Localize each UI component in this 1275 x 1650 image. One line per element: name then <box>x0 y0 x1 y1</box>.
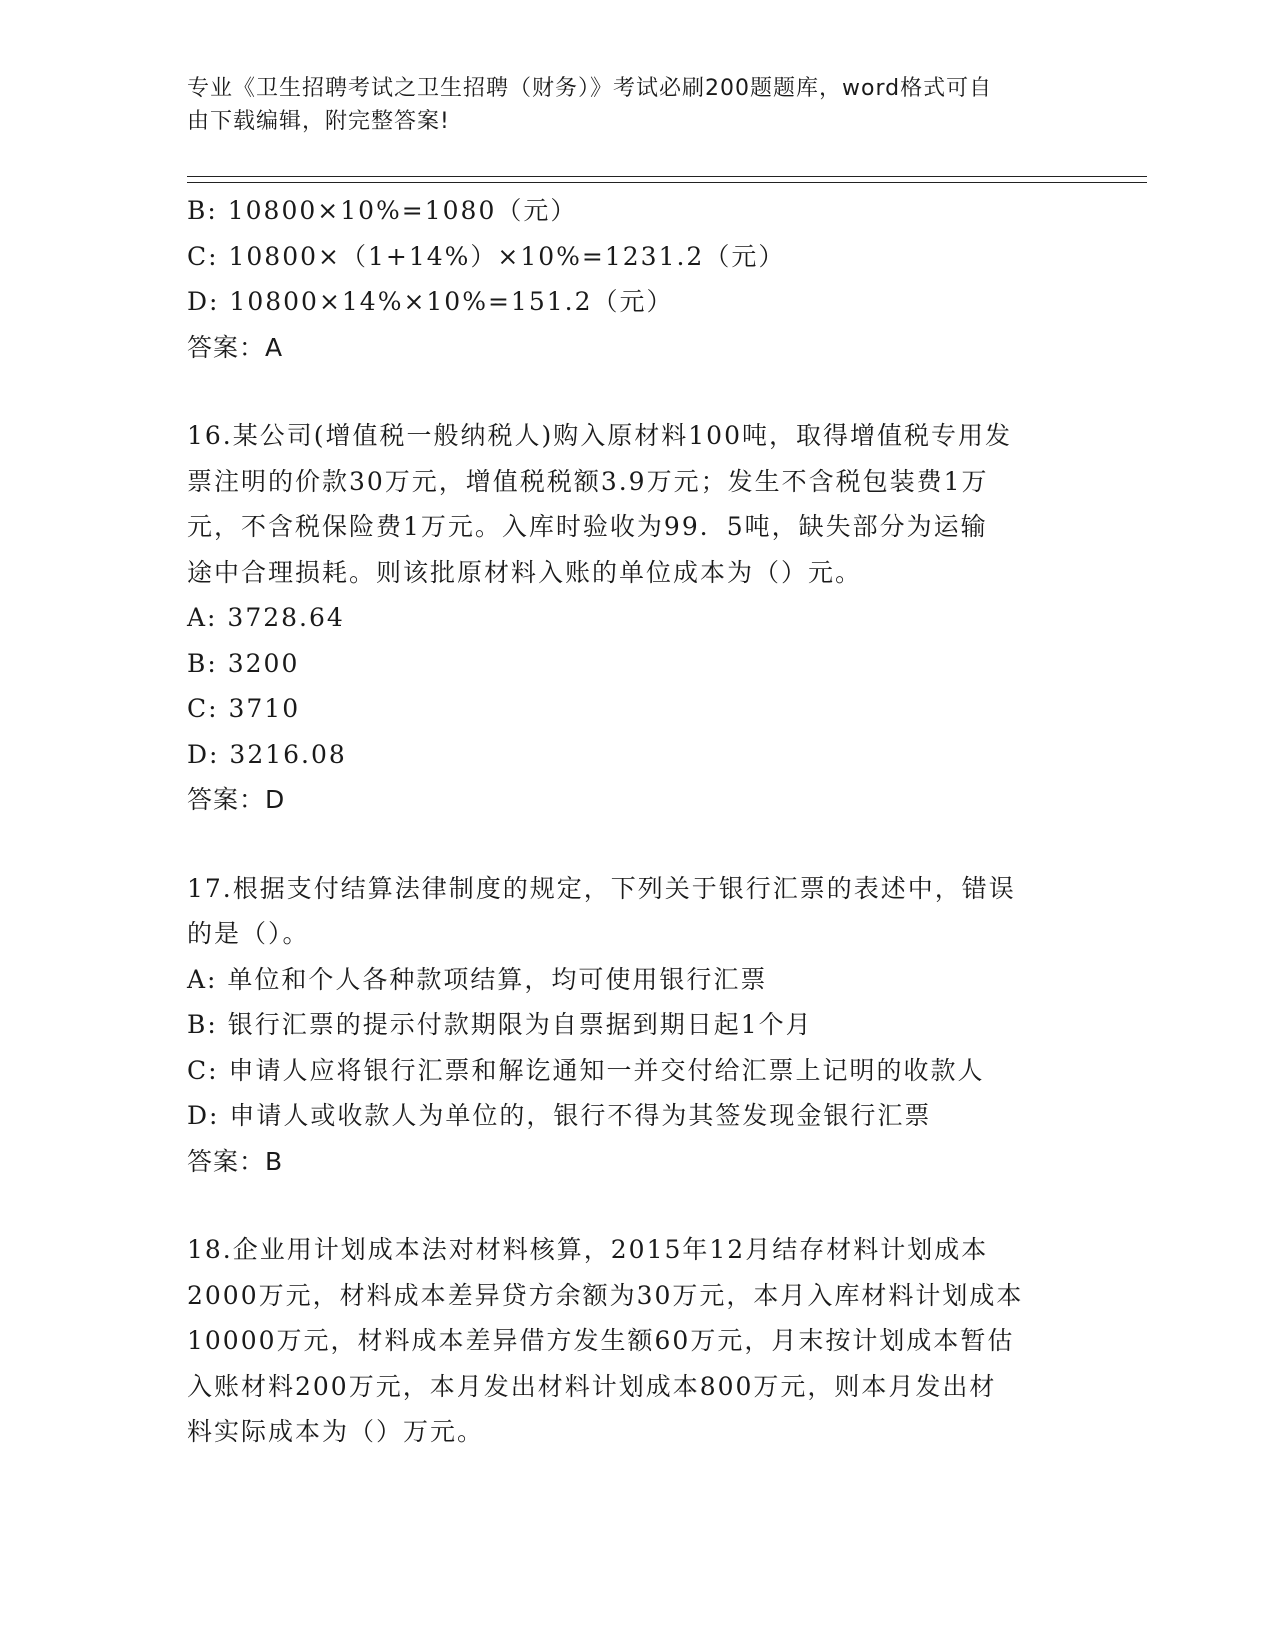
question-stem-line: 17.根据支付结算法律制度的规定，下列关于银行汇票的表述中，错误 <box>187 873 1016 903</box>
option-b: B: 银行汇票的提示付款期限为自票据到期日起1个月 <box>187 1010 813 1039</box>
option-d: D: 申请人或收款人为单位的，银行不得为其签发现金银行汇票 <box>187 1101 932 1130</box>
question-16 <box>187 413 1087 823</box>
option-c: C: 3710 <box>187 694 301 723</box>
question-17 <box>187 866 1087 1185</box>
option-a: A: 3728.64 <box>187 603 345 632</box>
option-c: C: 申请人应将银行汇票和解讫通知一并交付给汇票上记明的收款人 <box>187 1055 985 1085</box>
document-body <box>187 188 1087 1455</box>
question-stem-line: 10000万元，材料成本差异借方发生额60万元，月末按计划成本暂估 <box>187 1326 1015 1355</box>
question-15-tail <box>187 188 1087 370</box>
question-stem-line: 的是（）。 <box>187 919 310 948</box>
question-stem-line: 元，不含税保险费1万元。入库时验收为99．5吨，缺失部分为运输 <box>187 512 988 541</box>
option-d: D: 10800×14%×10%=151.2（元） <box>187 287 674 316</box>
spacer <box>187 1184 1087 1227</box>
question-stem-line: 入账材料200万元，本月发出材料计划成本800万元，则本月发出材 <box>187 1371 997 1401</box>
document-header <box>187 72 1067 138</box>
spacer <box>187 823 1087 866</box>
option-b: B: 3200 <box>187 648 300 678</box>
header-divider-bottom <box>187 182 1147 183</box>
question-stem-line: 16.某公司(增值税一般纳税人)购入原材料100吨，取得增值税专用发 <box>187 421 1012 450</box>
answer: 答案：B <box>187 1146 284 1176</box>
option-d: D: 3216.08 <box>187 739 347 769</box>
question-stem-line: 票注明的价款30万元，增值税税额3.9万元；发生不含税包装费1万 <box>187 466 989 496</box>
answer: 答案：D <box>187 785 286 814</box>
option-b: B: 10800×10%=1080（元） <box>187 196 578 225</box>
header-line-1: 专业《卫生招聘考试之卫生招聘（财务）》考试必刷200题题库，word格式可自 <box>187 76 993 101</box>
question-stem-line: 途中合理损耗。则该批原材料入账的单位成本为（）元。 <box>187 557 863 587</box>
header-divider-top <box>187 176 1147 177</box>
question-stem-line: 2000万元，材料成本差异贷方余额为30万元，本月入库材料计划成本 <box>187 1280 1024 1310</box>
option-a: A: 单位和个人各种款项结算，均可使用银行汇票 <box>187 964 768 994</box>
question-18 <box>187 1227 1087 1455</box>
option-c: C: 10800×（1+14%）×10%=1231.2（元） <box>187 241 786 271</box>
answer: 答案：A <box>187 332 284 362</box>
question-stem-line: 料实际成本为（）万元。 <box>187 1417 485 1446</box>
spacer <box>187 370 1087 413</box>
header-line-2: 由下载编辑，附完整答案! <box>187 109 450 134</box>
question-stem-line: 18.企业用计划成本法对材料核算，2015年12月结存材料计划成本 <box>187 1235 989 1264</box>
